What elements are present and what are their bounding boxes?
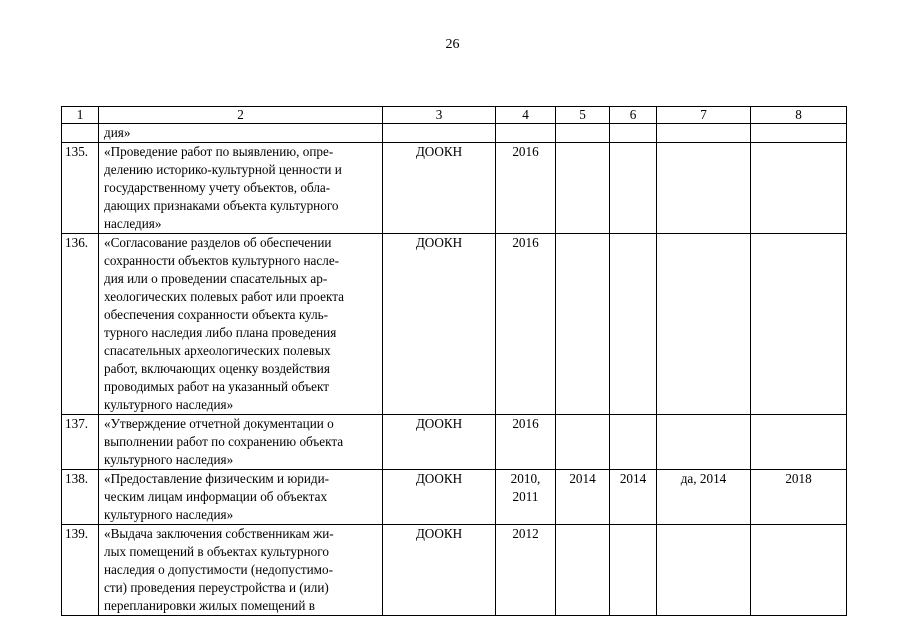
cell-org bbox=[383, 124, 496, 143]
table-row bbox=[62, 415, 847, 470]
row-number: 138. bbox=[62, 470, 99, 525]
service-title-line: государственному учету объектов, обла- bbox=[104, 180, 331, 195]
col-header-4: 4 bbox=[496, 107, 556, 124]
col-header-8: 8 bbox=[751, 107, 847, 124]
cell-8 bbox=[751, 234, 847, 415]
header-row bbox=[62, 107, 847, 124]
cell-year bbox=[496, 124, 556, 143]
cell-6 bbox=[610, 415, 657, 470]
organization: ДООКН bbox=[383, 415, 496, 470]
service-title-line: наследия о допустимости (недопустимо- bbox=[104, 562, 333, 577]
service-title-line: «Утверждение отчетной документации о bbox=[104, 416, 334, 431]
services-table bbox=[61, 106, 847, 616]
row-number: 135. bbox=[62, 143, 99, 234]
year bbox=[496, 234, 556, 415]
organization: ДООКН bbox=[383, 234, 496, 415]
table-row bbox=[62, 525, 847, 616]
organization: ДООКН bbox=[383, 470, 496, 525]
cell-5 bbox=[556, 234, 610, 415]
cell-7: да, 2014 bbox=[657, 470, 751, 525]
table-row bbox=[62, 234, 847, 415]
cell-8 bbox=[751, 124, 847, 143]
cell-6: 2014 bbox=[610, 470, 657, 525]
service-title-line: культурного наследия» bbox=[104, 507, 234, 522]
service-title-line: дающих признаками объекта культурного bbox=[104, 198, 339, 213]
service-title-line: выполнении работ по сохранению объекта bbox=[104, 434, 344, 449]
cell-5 bbox=[556, 143, 610, 234]
cell-6 bbox=[610, 525, 657, 616]
service-title-line: турного наследия либо плана проведения bbox=[104, 325, 337, 340]
service-title-line: перепланировки жилых помещений в bbox=[104, 598, 315, 613]
service-title-line: спасательных археологических полевых bbox=[104, 343, 331, 358]
service-title-line: культурного наследия» bbox=[104, 452, 234, 467]
cell-7 bbox=[657, 415, 751, 470]
year-line: 2010, bbox=[510, 471, 541, 486]
service-title-line: наследия» bbox=[104, 216, 162, 231]
row-number: 136. bbox=[62, 234, 99, 415]
year bbox=[496, 525, 556, 616]
cell-num bbox=[62, 124, 99, 143]
cell-6 bbox=[610, 124, 657, 143]
col-header-2: 2 bbox=[99, 107, 383, 124]
cell-7 bbox=[657, 143, 751, 234]
service-title-line: «Проведение работ по выявлению, опре- bbox=[104, 144, 334, 159]
cell-7 bbox=[657, 234, 751, 415]
col-header-5: 5 bbox=[556, 107, 610, 124]
organization: ДООКН bbox=[383, 525, 496, 616]
cell-6 bbox=[610, 234, 657, 415]
service-title-line: «Предоставление физическим и юриди- bbox=[104, 471, 330, 486]
service-title-line: работ, включающих оценку воздействия bbox=[104, 361, 330, 376]
cell-8 bbox=[751, 525, 847, 616]
cell-5 bbox=[556, 415, 610, 470]
continuation-row bbox=[62, 124, 847, 143]
col-header-3: 3 bbox=[383, 107, 496, 124]
service-title-line: делению историко-культурной ценности и bbox=[104, 162, 342, 177]
service-title-line: «Выдача заключения собственникам жи- bbox=[104, 526, 334, 541]
row-number: 139. bbox=[62, 525, 99, 616]
service-title bbox=[99, 234, 383, 415]
col-header-7: 7 bbox=[657, 107, 751, 124]
year-line: 2012 bbox=[512, 526, 539, 541]
cell-5: 2014 bbox=[556, 470, 610, 525]
year bbox=[496, 470, 556, 525]
cell-7 bbox=[657, 124, 751, 143]
year bbox=[496, 415, 556, 470]
continuation-text: дия» bbox=[99, 124, 383, 143]
cell-8: 2018 bbox=[751, 470, 847, 525]
page-number: 26 bbox=[445, 37, 460, 52]
service-title bbox=[99, 143, 383, 234]
service-title-line: культурного наследия» bbox=[104, 397, 234, 412]
cell-7 bbox=[657, 525, 751, 616]
service-title-line: проводимых работ на указанный объект bbox=[104, 379, 329, 394]
year-line: 2016 bbox=[512, 235, 539, 250]
cell-8 bbox=[751, 415, 847, 470]
cell-5 bbox=[556, 525, 610, 616]
service-title-line: ческим лицам информации об объектах bbox=[104, 489, 328, 504]
service-title-line: «Согласование разделов об обеспечении bbox=[104, 235, 332, 250]
table-row bbox=[62, 470, 847, 525]
service-title-line: дия или о проведении спасательных ар- bbox=[104, 271, 328, 286]
cell-5 bbox=[556, 124, 610, 143]
service-title bbox=[99, 525, 383, 616]
col-header-1: 1 bbox=[62, 107, 99, 124]
service-title-line: хеологических полевых работ или проекта bbox=[104, 289, 344, 304]
col-header-6: 6 bbox=[610, 107, 657, 124]
service-title-line: сти) проведения переустройства и (или) bbox=[104, 580, 329, 595]
row-number: 137. bbox=[62, 415, 99, 470]
service-title bbox=[99, 415, 383, 470]
organization: ДООКН bbox=[383, 143, 496, 234]
service-title-line: сохранности объектов культурного насле- bbox=[104, 253, 340, 268]
cell-6 bbox=[610, 143, 657, 234]
year-line: 2016 bbox=[512, 416, 539, 431]
cell-8 bbox=[751, 143, 847, 234]
table-row bbox=[62, 143, 847, 234]
year-line: 2011 bbox=[512, 489, 539, 504]
service-title-line: обеспечения сохранности объекта куль- bbox=[104, 307, 329, 322]
service-title-line: лых помещений в объектах культурного bbox=[104, 544, 329, 559]
year bbox=[496, 143, 556, 234]
service-title bbox=[99, 470, 383, 525]
year-line: 2016 bbox=[512, 144, 539, 159]
